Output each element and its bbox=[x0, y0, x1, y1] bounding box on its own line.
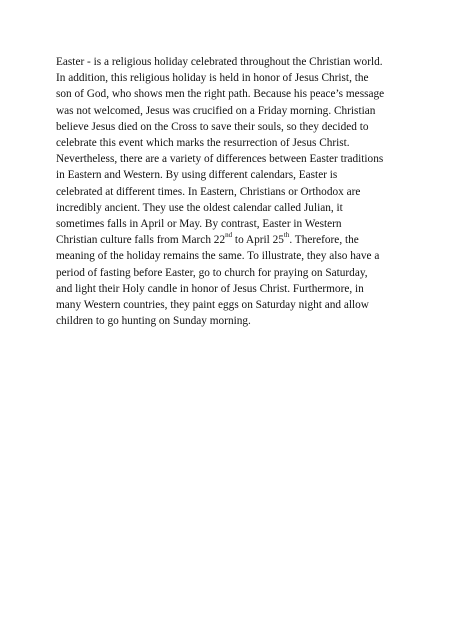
paragraph-line: celebrated at different times. In Eastern, Christians or Orthodox are bbox=[56, 185, 361, 198]
ordinal-suffix-nd: nd bbox=[225, 231, 233, 240]
paragraph-line: and light their Holy candle in honor of Jesus Christ. Furthermore, in bbox=[56, 282, 364, 295]
paragraph-line: sometimes falls in April or May. By contrast, Easter in Western bbox=[56, 218, 342, 231]
paragraph-line: Easter - is a religious holiday celebrated throughout the Christian world. bbox=[56, 56, 383, 68]
paragraph-line: many Western countries, they paint eggs on Saturday night and allow bbox=[56, 299, 369, 312]
date-line-part-3: . Therefore, the bbox=[289, 234, 359, 247]
paragraph-line: Nevertheless, there are a variety of differences between Easter traditions bbox=[56, 153, 384, 166]
ordinal-suffix-th: th bbox=[283, 231, 290, 240]
paragraph-line: meaning of the holiday remains the same. To illustrate, they also have a bbox=[56, 250, 380, 263]
date-line-part-2: to April 25 bbox=[232, 234, 284, 247]
paragraph-line: son of God, who shows men the right path. Because his peace’s message bbox=[56, 88, 385, 101]
date-line-part-1: Christian culture falls from March 22 bbox=[56, 234, 226, 247]
paragraph-line-with-dates bbox=[56, 232, 422, 248]
paragraph-line: incredibly ancient. They use the oldest calendar called Julian, it bbox=[56, 201, 343, 214]
paragraph-line: believe Jesus died on the Cross to save their souls, so they decided to bbox=[56, 120, 369, 133]
paragraph-line: in Eastern and Western. By using different calendars, Easter is bbox=[56, 169, 338, 182]
paragraph-line: In addition, this religious holiday is held in honor of Jesus Christ, the bbox=[56, 72, 369, 85]
paragraph-line: celebrate this event which marks the resurrection of Jesus Christ. bbox=[56, 137, 350, 150]
body-paragraph bbox=[56, 54, 422, 329]
paragraph-line: period of fasting before Easter, go to church for praying on Saturday, bbox=[56, 266, 368, 279]
paragraph-line: children to go hunting on Sunday morning. bbox=[56, 315, 251, 328]
paragraph-line: was not welcomed, Jesus was crucified on a Friday morning. Christian bbox=[56, 104, 376, 117]
